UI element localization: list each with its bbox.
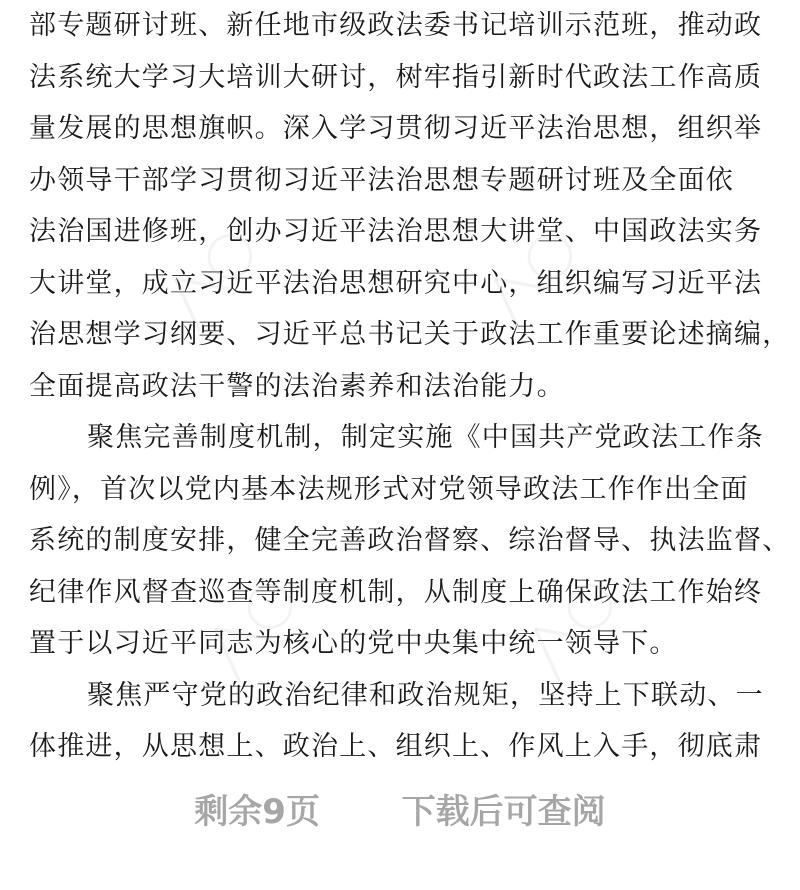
text-line: 部专题研讨班、新任地市级政法委书记培训示范班，推动政 (29, 10, 763, 41)
text-line: 纪律作风督查巡查等制度机制，从制度上确保政法工作始终 (29, 576, 763, 608)
watermark-mark: ╱╲◯ (159, 219, 263, 332)
download-prompt-bar[interactable] (0, 782, 800, 842)
text-line: 全面提高政法干警的法治素养和法治能力。 (29, 370, 565, 402)
text-line: 系统的制度安排，健全完善政治督察、综治督导、执法监督、 (29, 525, 791, 556)
text-line: 例》，首次以党内基本法规形式对党领导政法工作作出全面 (29, 473, 749, 505)
watermark-mark: ╱╲◯ (519, 569, 623, 682)
paragraph-start-line: 聚焦严守党的政治纪律和政治规矩，坚持上下联动、一 (87, 679, 764, 711)
text-line: 治思想学习纲要、习近平总书记关于政法工作重要论述摘编， (29, 319, 791, 350)
text-line: 大讲堂，成立习近平法治思想研究中心，组织编写习近平法 (29, 267, 763, 299)
document-body (29, 0, 791, 773)
remaining-pages-label: 剩余9页 (194, 792, 320, 832)
paragraph-start-line: 聚焦完善制度机制，制定实施《中国共产党政法工作条 (87, 422, 764, 453)
text-line: 法治国进修班，创办习近平法治思想大讲堂、中国政法实务 (29, 216, 763, 247)
download-to-view-link[interactable]: 下载后可查阅 (401, 792, 606, 832)
text-line: 量发展的思想旗帜。深入学习贯彻习近平法治思想，组织举 (29, 113, 763, 144)
text-line: 法系统大学习大培训大研讨，树牢指引新时代政法工作高质 (29, 61, 763, 93)
text-line: 置于以习近平同志为核心的党中央集中统一领导下。 (29, 628, 678, 659)
watermark-mark: ╱╲◯ (199, 569, 303, 682)
text-line: 体推进，从思想上、政治上、组织上、作风上入手，彻底肃 (29, 731, 763, 762)
watermark-mark: ╱╲◯ (479, 219, 583, 332)
text-line: 办领导干部学习贯彻习近平法治思想专题研讨班及全面依 (29, 164, 734, 196)
